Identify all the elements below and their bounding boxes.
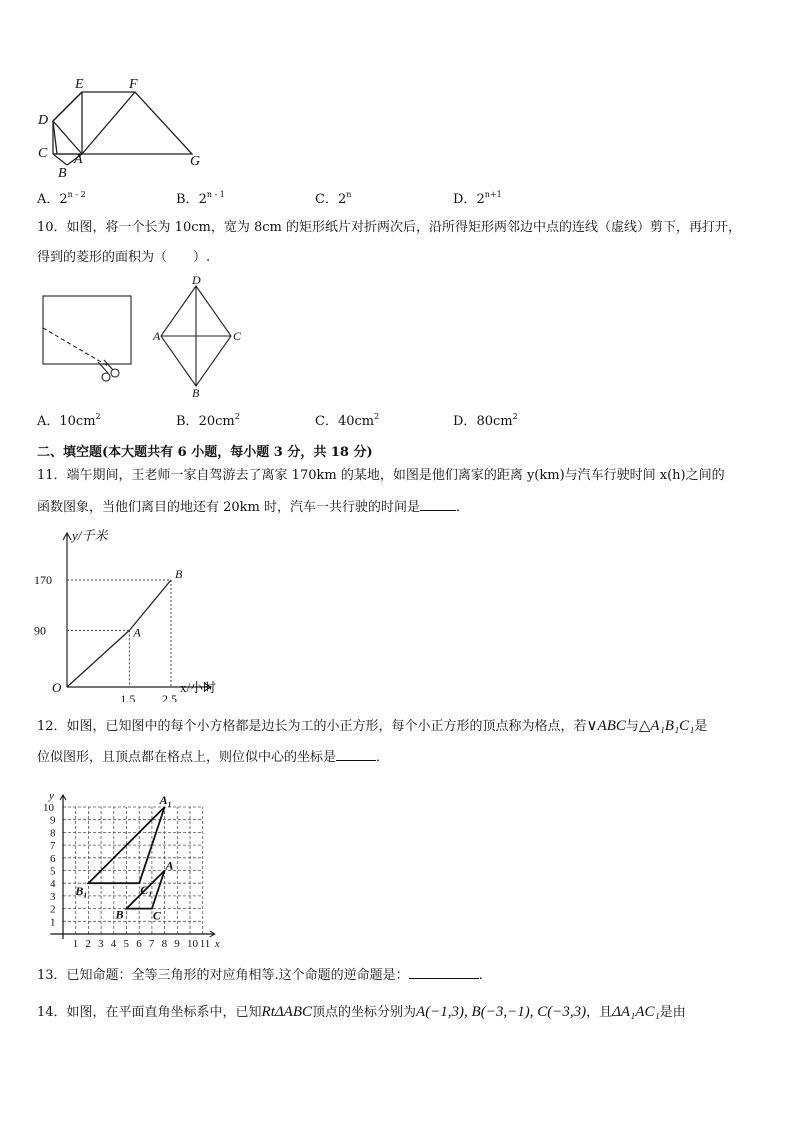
q12-x-tick: 9 bbox=[174, 938, 180, 950]
q11-series-line bbox=[67, 580, 171, 687]
q12-x-tick: 6 bbox=[136, 938, 142, 950]
q12-vertex-label-b1: B₁ bbox=[75, 884, 88, 899]
q12-x-tick: 2 bbox=[85, 938, 91, 950]
q12-vertex-label-b: B bbox=[115, 907, 124, 922]
q12-y-tick: 9 bbox=[50, 814, 56, 827]
scissors-icon bbox=[98, 360, 119, 381]
q10-label-d: D bbox=[192, 274, 201, 287]
q12-vertex-label-a: A bbox=[165, 858, 174, 873]
q12-text-line1: 12．如图，已知图中的每个小方格都是边长为工的小正方形，每个小正方形的顶点称为格点，若∨ABC与△A₁B₁C₁是 bbox=[37, 718, 708, 734]
q11-graph bbox=[30, 524, 260, 702]
q12-x-tick: 10 bbox=[187, 938, 198, 950]
q11-point-label: A bbox=[133, 625, 141, 640]
q12-x-tick: 11 bbox=[199, 938, 211, 950]
q13-text: 13．已知命题：全等三角形的对应角相等.这个命题的逆命题是： . bbox=[37, 968, 483, 983]
q11-answer-blank[interactable] bbox=[420, 498, 456, 511]
q12-grid-figure bbox=[28, 782, 258, 952]
q10-option-d: D．$80cm^2$ bbox=[453, 412, 518, 429]
q9-option-d: D．$2^{n+1}$ bbox=[453, 190, 502, 207]
q10-figure bbox=[38, 274, 258, 399]
q12-y-tick: 1 bbox=[50, 916, 56, 929]
q11-y-tick: 170 bbox=[34, 573, 52, 587]
q11-x-tick: 2.5 bbox=[162, 692, 177, 702]
q12-x-tick: 5 bbox=[123, 938, 129, 950]
q11-y-axis-label: y/千米 bbox=[72, 528, 108, 543]
q9-figure bbox=[30, 70, 220, 185]
q11-text-line1: 11．端午期间，王老师一家自驾游去了离家 170km 的某地，如图是他们离家的距离 y(km)与汽车行驶时间 x(h)之间的 bbox=[37, 468, 725, 483]
q9-label-b: B bbox=[58, 166, 67, 181]
q12-y-tick: 6 bbox=[50, 852, 56, 865]
q12-x-tick: 8 bbox=[161, 938, 168, 950]
q10-option-c: C．$40cm^2$ bbox=[315, 412, 380, 429]
q11-point-label: B bbox=[175, 567, 183, 581]
q12-y-tick: 3 bbox=[50, 890, 56, 903]
q10-label-a: A bbox=[153, 329, 161, 343]
q9-label-e: E bbox=[75, 77, 84, 92]
q12-y-tick: 5 bbox=[50, 865, 56, 878]
q12-x-tick: 3 bbox=[98, 938, 104, 950]
q10-option-a: A．$10cm^2$ bbox=[37, 412, 101, 429]
q9-label-f: F bbox=[129, 77, 138, 92]
q12-answer-blank[interactable] bbox=[336, 748, 376, 761]
q12-y-tick: 4 bbox=[50, 878, 56, 891]
q12-y-tick: 10 bbox=[43, 802, 54, 814]
q9-label-g: G bbox=[190, 154, 201, 169]
q12-x-tick: 4 bbox=[110, 938, 117, 950]
q12-y-axis-label: y bbox=[49, 790, 54, 802]
q11-x-axis-label: x/小时 bbox=[180, 680, 217, 695]
q9-option-a: A．2$^{n - 2}$ bbox=[37, 190, 86, 207]
q12-vertex-label-c: C bbox=[152, 908, 161, 923]
q9-option-b: B．2$^{n - 1}$ bbox=[176, 190, 225, 207]
q9-label-d: D bbox=[38, 113, 49, 128]
q12-text-line2: 位似图形，且顶点都在格点上，则位似中心的坐标是 ． bbox=[37, 750, 390, 765]
q12-vertex-label-c1: C₁ bbox=[140, 883, 153, 898]
q11-text-line2: 函数图象，当他们离目的地还有 20km 时，汽车一共行驶的时间是 ． bbox=[37, 500, 470, 515]
q9-label-a: A bbox=[74, 152, 83, 167]
q12-x-tick: 1 bbox=[72, 938, 79, 950]
q9-label-c: C bbox=[38, 146, 48, 161]
q12-x-tick: 7 bbox=[148, 938, 155, 950]
q11-y-tick: 90 bbox=[34, 623, 46, 638]
section-title-fill-blank: 二、填空题(本大题共有 6 小题，每小题 3 分，共 18 分) bbox=[37, 445, 373, 460]
q10-option-b: B．$20cm^2$ bbox=[176, 412, 240, 429]
q11-origin-label: O bbox=[52, 680, 62, 695]
q12-y-tick: 2 bbox=[50, 903, 56, 916]
q10-label-b: B bbox=[192, 386, 200, 399]
q10-text-line1: 10．如图，将一个长为 10cm，宽为 8cm 的矩形纸片对折两次后，沿所得矩形两邻边中点的连线（虚线）剪下，再打开， bbox=[37, 220, 741, 235]
q12-y-tick: 8 bbox=[50, 827, 56, 840]
q10-text-line2: 得到的菱形的面积为（ ）. bbox=[37, 250, 211, 265]
q13-answer-blank[interactable] bbox=[409, 966, 479, 979]
q10-label-c: C bbox=[233, 329, 242, 343]
q12-x-axis-label: x bbox=[214, 938, 220, 950]
q9-option-c: C．2$^n$ bbox=[315, 190, 352, 207]
q14-text: 14．如图，在平面直角坐标系中，已知RtΔABC顶点的坐标分别为A(−1,3), B(−3,−1), C(−3,3)，且ΔA₁AC₁是由 bbox=[37, 1004, 686, 1020]
q11-x-tick: 1.5 bbox=[120, 692, 136, 702]
q12-vertex-label-a1: A₁ bbox=[159, 793, 172, 807]
q12-y-tick: 7 bbox=[50, 840, 56, 853]
